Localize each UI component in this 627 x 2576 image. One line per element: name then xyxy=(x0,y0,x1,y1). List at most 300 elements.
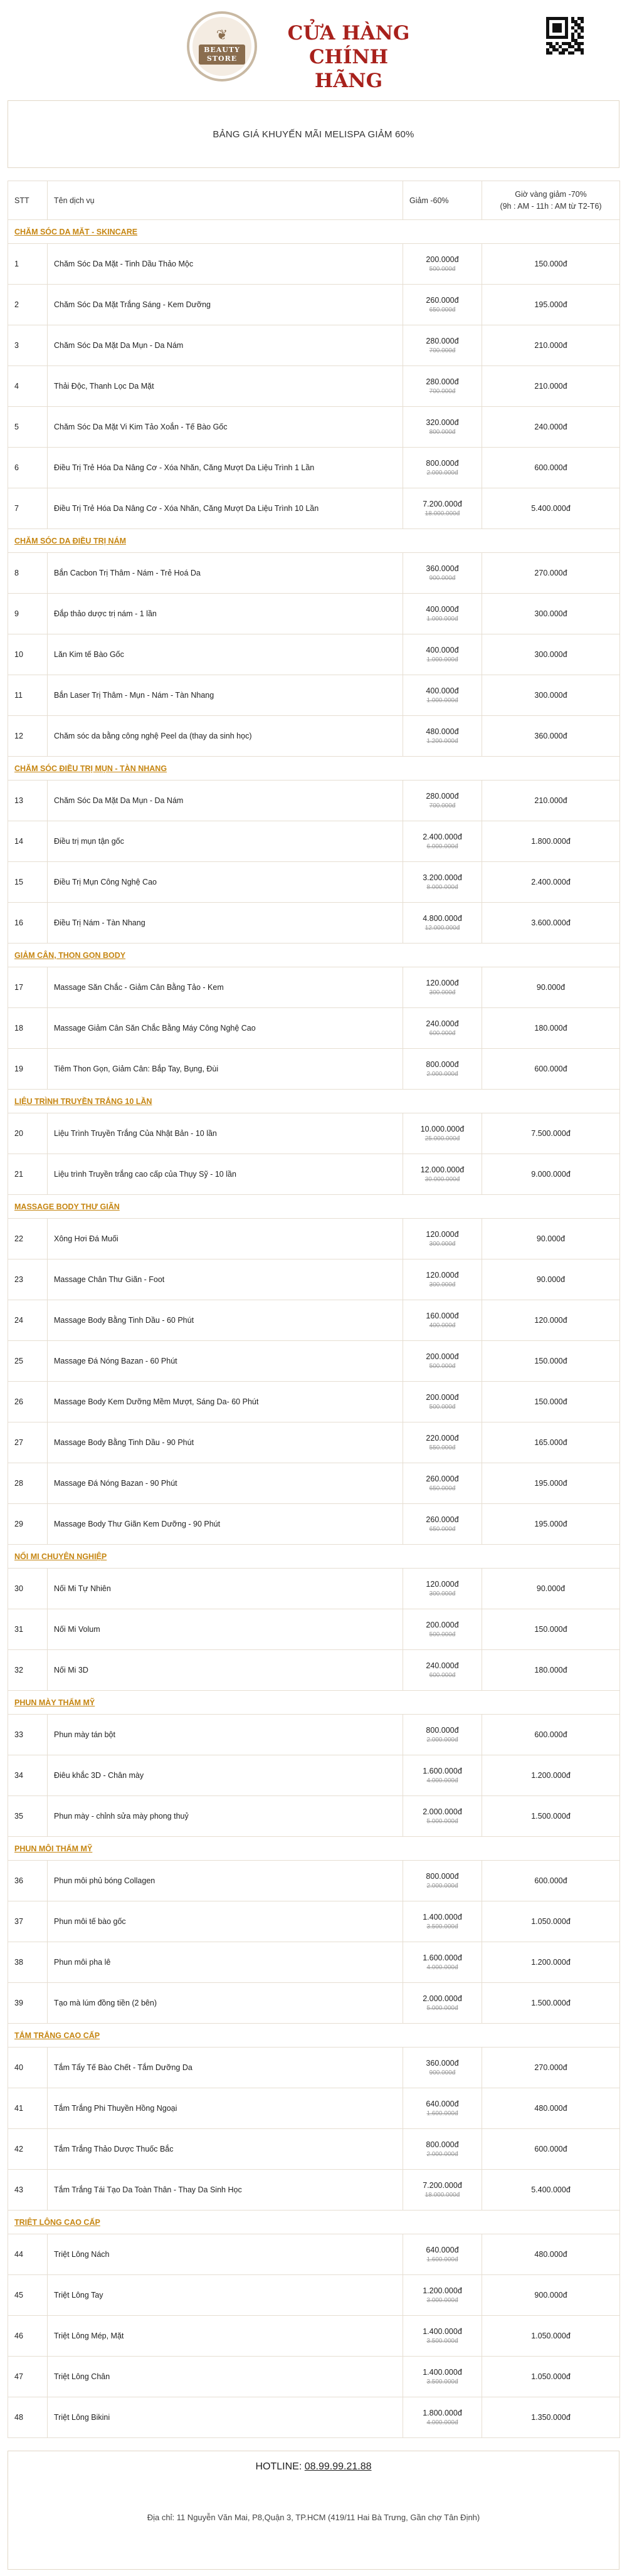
row-discount-price xyxy=(403,1942,482,1983)
category-row xyxy=(8,757,620,781)
row-service-name: Triệt Lông Mép, Mặt xyxy=(48,2316,403,2357)
table-row xyxy=(8,366,620,407)
original-price: 3.500.000đ xyxy=(426,1923,458,1930)
row-golden-hour-price: 1.200.000đ xyxy=(482,1942,620,1983)
row-stt: 16 xyxy=(8,903,48,944)
beauty-store-logo[interactable] xyxy=(189,14,255,79)
table-row xyxy=(8,675,620,716)
original-price: 2.000.000đ xyxy=(426,469,458,476)
row-service-name: Massage Body Kem Dưỡng Mềm Mượt, Sáng Da- 60 Phút xyxy=(48,1382,403,1422)
original-price: 3.500.000đ xyxy=(426,2378,458,2385)
row-stt: 45 xyxy=(8,2275,48,2316)
discount-price: 7.200.000đ xyxy=(423,499,462,508)
row-golden-hour-price: 120.000đ xyxy=(482,1300,620,1341)
table-row xyxy=(8,967,620,1008)
row-service-name: Chăm Sóc Da Mặt - Tinh Dầu Thảo Mộc xyxy=(48,244,403,285)
row-service-name: Điều Trị Trẻ Hóa Da Nâng Cơ - Xóa Nhăn, Căng Mượt Da Liệu Trình 1 Lần xyxy=(48,448,403,488)
discount-price: 120.000đ xyxy=(426,978,459,987)
row-golden-hour-price: 240.000đ xyxy=(482,407,620,448)
category-row xyxy=(8,2211,620,2234)
row-service-name: Triệt Lông Chân xyxy=(48,2357,403,2397)
row-discount-price xyxy=(403,821,482,862)
row-stt: 6 xyxy=(8,448,48,488)
row-service-name: Phun mày tán bột xyxy=(48,1715,403,1755)
row-golden-hour-price: 300.000đ xyxy=(482,634,620,675)
original-price: 900.000đ xyxy=(429,2069,456,2076)
row-discount-price xyxy=(403,1569,482,1609)
discount-price: 200.000đ xyxy=(426,1392,459,1402)
row-stt: 20 xyxy=(8,1113,48,1154)
original-price: 5.000.000đ xyxy=(426,2004,458,2012)
original-price: 1.600.000đ xyxy=(426,2110,458,2117)
row-discount-price xyxy=(403,1341,482,1382)
row-golden-hour-price: 165.000đ xyxy=(482,1422,620,1463)
price-table xyxy=(8,181,620,2438)
row-service-name: Tắm Trắng Phi Thuyền Hồng Ngoại xyxy=(48,2088,403,2129)
row-discount-price xyxy=(403,716,482,757)
row-service-name: Nối Mi Volum xyxy=(48,1609,403,1650)
table-row xyxy=(8,1755,620,1796)
table-row xyxy=(8,1569,620,1609)
row-stt: 4 xyxy=(8,366,48,407)
row-service-name: Chăm Sóc Da Mặt Trắng Sáng - Kem Dưỡng xyxy=(48,285,403,325)
original-price: 2.000.000đ xyxy=(426,1070,458,1078)
row-discount-price xyxy=(403,1796,482,1837)
discount-price: 260.000đ xyxy=(426,1515,459,1524)
original-price: 300.000đ xyxy=(429,989,456,996)
row-golden-hour-price: 9.000.000đ xyxy=(482,1154,620,1195)
row-service-name: Massage Body Bằng Tinh Dầu - 60 Phút xyxy=(48,1300,403,1341)
discount-price: 3.200.000đ xyxy=(423,873,462,882)
discount-price: 640.000đ xyxy=(426,2245,459,2254)
row-golden-hour-price: 195.000đ xyxy=(482,1504,620,1545)
original-price: 300.000đ xyxy=(429,1240,456,1248)
row-service-name: Liệu Trình Truyền Trắng Của Nhật Bản - 10 lần xyxy=(48,1113,403,1154)
table-row xyxy=(8,1901,620,1942)
discount-price: 400.000đ xyxy=(426,645,459,655)
original-price: 18.000.000đ xyxy=(424,510,460,517)
discount-price: 1.400.000đ xyxy=(423,2367,462,2377)
row-golden-hour-price: 1.800.000đ xyxy=(482,821,620,862)
row-stt: 43 xyxy=(8,2170,48,2211)
row-discount-price xyxy=(403,1901,482,1942)
row-service-name: Massage Chân Thư Giãn - Foot xyxy=(48,1259,403,1300)
row-golden-hour-price: 270.000đ xyxy=(482,2048,620,2088)
row-golden-hour-price: 480.000đ xyxy=(482,2234,620,2275)
row-golden-hour-price: 195.000đ xyxy=(482,285,620,325)
row-stt: 25 xyxy=(8,1341,48,1382)
row-golden-hour-price: 1.500.000đ xyxy=(482,1796,620,1837)
category-title: GIẢM CÂN, THON GỌN BODY xyxy=(8,944,620,967)
original-price: 1.000.000đ xyxy=(426,656,458,663)
row-discount-price xyxy=(403,1219,482,1259)
row-golden-hour-price: 210.000đ xyxy=(482,325,620,366)
original-price: 600.000đ xyxy=(429,1029,456,1037)
row-golden-hour-price: 150.000đ xyxy=(482,244,620,285)
row-stt: 28 xyxy=(8,1463,48,1504)
category-row xyxy=(8,2024,620,2048)
row-service-name: Massage Body Bằng Tinh Dầu - 90 Phút xyxy=(48,1422,403,1463)
row-golden-hour-price: 1.350.000đ xyxy=(482,2397,620,2438)
original-price: 4.000.000đ xyxy=(426,2419,458,2426)
discount-price: 120.000đ xyxy=(426,1579,459,1589)
row-discount-price xyxy=(403,407,482,448)
table-row xyxy=(8,1650,620,1691)
discount-price: 260.000đ xyxy=(426,1474,459,1483)
row-service-name: Phun môi tế bào gốc xyxy=(48,1901,403,1942)
original-price: 300.000đ xyxy=(429,1281,456,1288)
row-golden-hour-price: 5.400.000đ xyxy=(482,488,620,529)
row-service-name: Tắm Tẩy Tế Bào Chết - Tắm Dưỡng Da xyxy=(48,2048,403,2088)
category-row xyxy=(8,529,620,553)
table-row xyxy=(8,594,620,634)
row-service-name: Nối Mi Tự Nhiên xyxy=(48,1569,403,1609)
row-golden-hour-price: 600.000đ xyxy=(482,1049,620,1090)
discount-price: 240.000đ xyxy=(426,1661,459,1670)
row-service-name: Tiêm Thon Gọn, Giảm Cân: Bắp Tay, Bụng, Đùi xyxy=(48,1049,403,1090)
row-stt: 44 xyxy=(8,2234,48,2275)
row-stt: 21 xyxy=(8,1154,48,1195)
original-price: 18.000.000đ xyxy=(424,2191,460,2199)
row-golden-hour-price: 1.050.000đ xyxy=(482,2357,620,2397)
discount-price: 260.000đ xyxy=(426,295,459,305)
table-row xyxy=(8,2234,620,2275)
category-title: TRIỆT LÔNG CAO CẤP xyxy=(8,2211,620,2234)
table-row xyxy=(8,2088,620,2129)
table-row xyxy=(8,2316,620,2357)
row-service-name: Chăm Sóc Da Mặt Vi Kim Tảo Xoắn - Tế Bào Gốc xyxy=(48,407,403,448)
row-stt: 41 xyxy=(8,2088,48,2129)
discount-price: 360.000đ xyxy=(426,2058,459,2068)
row-service-name: Điều Trị Nám - Tàn Nhang xyxy=(48,903,403,944)
row-golden-hour-price: 1.050.000đ xyxy=(482,1901,620,1942)
row-stt: 22 xyxy=(8,1219,48,1259)
discount-price: 280.000đ xyxy=(426,791,459,801)
row-discount-price xyxy=(403,1609,482,1650)
table-row xyxy=(8,407,620,448)
table-row xyxy=(8,2048,620,2088)
discount-price: 800.000đ xyxy=(426,1871,459,1881)
category-title: CHĂM SÓC ĐIỀU TRỊ MỤN - TÀN NHANG xyxy=(8,757,620,781)
crown-icon: ❦ xyxy=(216,27,228,43)
discount-price: 120.000đ xyxy=(426,1270,459,1280)
row-golden-hour-price: 150.000đ xyxy=(482,1382,620,1422)
row-service-name: Thải Độc, Thanh Lọc Da Mặt xyxy=(48,366,403,407)
original-price: 500.000đ xyxy=(429,1403,456,1411)
row-service-name: Tắm Trắng Tái Tạo Da Toàn Thân - Thay Da Sinh Học xyxy=(48,2170,403,2211)
row-discount-price xyxy=(403,2316,482,2357)
header xyxy=(0,0,627,100)
discount-price: 120.000đ xyxy=(426,1229,459,1239)
table-row xyxy=(8,1715,620,1755)
original-price: 8.000.000đ xyxy=(426,883,458,891)
row-stt: 19 xyxy=(8,1049,48,1090)
table-row xyxy=(8,1983,620,2024)
row-golden-hour-price: 1.500.000đ xyxy=(482,1983,620,2024)
row-service-name: Triệt Lông Bikini xyxy=(48,2397,403,2438)
row-golden-hour-price: 300.000đ xyxy=(482,675,620,716)
row-discount-price xyxy=(403,1983,482,2024)
discount-price: 2.000.000đ xyxy=(423,1807,462,1816)
row-stt: 14 xyxy=(8,821,48,862)
original-price: 4.000.000đ xyxy=(426,1964,458,1971)
row-discount-price xyxy=(403,2088,482,2129)
row-service-name: Bắn Laser Trị Thâm - Mụn - Nám - Tàn Nhang xyxy=(48,675,403,716)
row-golden-hour-price: 600.000đ xyxy=(482,2129,620,2170)
category-title: TẮM TRẮNG CAO CẤP xyxy=(8,2024,620,2048)
row-stt: 5 xyxy=(8,407,48,448)
row-stt: 10 xyxy=(8,634,48,675)
row-stt: 29 xyxy=(8,1504,48,1545)
row-discount-price xyxy=(403,1049,482,1090)
table-row xyxy=(8,2170,620,2211)
col-stt: STT xyxy=(8,181,48,220)
discount-price: 220.000đ xyxy=(426,1433,459,1443)
row-service-name: Bắn Cacbon Trị Thâm - Nám - Trẻ Hoá Da xyxy=(48,553,403,594)
row-stt: 11 xyxy=(8,675,48,716)
row-stt: 18 xyxy=(8,1008,48,1049)
discount-price: 1.400.000đ xyxy=(423,1912,462,1921)
table-row xyxy=(8,1259,620,1300)
row-service-name: Điều Trị Mụn Công Nghệ Cao xyxy=(48,862,403,903)
row-service-name: Xông Hơi Đá Muối xyxy=(48,1219,403,1259)
discount-price: 800.000đ xyxy=(426,458,459,468)
table-row xyxy=(8,2129,620,2170)
discount-price: 1.400.000đ xyxy=(423,2326,462,2336)
discount-price: 200.000đ xyxy=(426,255,459,264)
original-price: 500.000đ xyxy=(429,1362,456,1370)
table-row xyxy=(8,1422,620,1463)
row-service-name: Phun môi phủ bóng Collagen xyxy=(48,1861,403,1901)
original-price: 700.000đ xyxy=(429,347,456,354)
discount-price: 1.600.000đ xyxy=(423,1766,462,1775)
row-golden-hour-price: 150.000đ xyxy=(482,1341,620,1382)
original-price: 500.000đ xyxy=(429,1631,456,1638)
original-price: 600.000đ xyxy=(429,1671,456,1679)
discount-price: 800.000đ xyxy=(426,2140,459,2149)
row-golden-hour-price: 90.000đ xyxy=(482,967,620,1008)
table-row xyxy=(8,1796,620,1837)
original-price: 2.000.000đ xyxy=(426,1736,458,1743)
row-discount-price xyxy=(403,1463,482,1504)
discount-price: 280.000đ xyxy=(426,377,459,386)
table-row xyxy=(8,903,620,944)
original-price: 900.000đ xyxy=(429,574,456,582)
discount-price: 2.400.000đ xyxy=(423,832,462,841)
table-row xyxy=(8,2397,620,2438)
original-price: 650.000đ xyxy=(429,306,456,313)
original-price: 5.000.000đ xyxy=(426,1817,458,1825)
row-stt: 24 xyxy=(8,1300,48,1341)
original-price: 1.000.000đ xyxy=(426,697,458,704)
row-discount-price xyxy=(403,244,482,285)
table-row xyxy=(8,325,620,366)
table-header-row xyxy=(8,181,620,220)
discount-price: 160.000đ xyxy=(426,1311,459,1320)
row-stt: 46 xyxy=(8,2316,48,2357)
row-stt: 47 xyxy=(8,2357,48,2397)
discount-price: 2.000.000đ xyxy=(423,1994,462,2003)
col-golden-hour: Giờ vàng giảm -70% (9h : AM - 11h : AM từ T2-T6) xyxy=(482,181,620,220)
row-golden-hour-price: 5.400.000đ xyxy=(482,2170,620,2211)
hotline-number[interactable]: 08.99.99.21.88 xyxy=(304,2461,372,2472)
row-service-name: Tạo mà lúm đồng tiền (2 bên) xyxy=(48,1983,403,2024)
original-price: 2.000.000đ xyxy=(426,2150,458,2158)
row-stt: 39 xyxy=(8,1983,48,2024)
table-row xyxy=(8,1113,620,1154)
row-service-name: Nối Mi 3D xyxy=(48,1650,403,1691)
table-row xyxy=(8,716,620,757)
original-price: 1.600.000đ xyxy=(426,2256,458,2263)
discount-price: 240.000đ xyxy=(426,1019,459,1028)
table-row xyxy=(8,448,620,488)
store-title-line1: CỬA HÀNG xyxy=(287,22,410,45)
category-title: MASSAGE BODY THƯ GIÃN xyxy=(8,1195,620,1219)
original-price: 3.500.000đ xyxy=(426,2337,458,2345)
category-row xyxy=(8,1545,620,1569)
discount-price: 4.800.000đ xyxy=(423,913,462,923)
table-row xyxy=(8,1341,620,1382)
row-discount-price xyxy=(403,1422,482,1463)
row-discount-price xyxy=(403,1650,482,1691)
discount-price: 1.200.000đ xyxy=(423,2286,462,2295)
row-stt: 36 xyxy=(8,1861,48,1901)
row-golden-hour-price: 600.000đ xyxy=(482,1861,620,1901)
hotline xyxy=(8,2451,619,2473)
category-title: NỐI MI CHUYÊN NGHIỆP xyxy=(8,1545,620,1569)
table-row xyxy=(8,285,620,325)
hotline-label: HOTLINE: xyxy=(255,2461,302,2472)
row-service-name: Massage Giảm Cân Săn Chắc Bằng Máy Công Nghệ Cao xyxy=(48,1008,403,1049)
row-discount-price xyxy=(403,1504,482,1545)
table-row xyxy=(8,244,620,285)
logo-text: BEAUTY STORE xyxy=(199,45,245,65)
category-title: CHĂM SÓC DA ĐIỀU TRỊ NÁM xyxy=(8,529,620,553)
original-price: 4.000.000đ xyxy=(426,1777,458,1784)
row-service-name: Chăm Sóc Da Mặt Da Mụn - Da Nám xyxy=(48,781,403,821)
row-service-name: Massage Body Thư Giãn Kem Dưỡng - 90 Phút xyxy=(48,1504,403,1545)
row-stt: 23 xyxy=(8,1259,48,1300)
row-golden-hour-price: 90.000đ xyxy=(482,1219,620,1259)
row-stt: 1 xyxy=(8,244,48,285)
original-price: 3.000.000đ xyxy=(426,2296,458,2304)
row-stt: 13 xyxy=(8,781,48,821)
table-row xyxy=(8,1300,620,1341)
row-golden-hour-price: 195.000đ xyxy=(482,1463,620,1504)
discount-price: 480.000đ xyxy=(426,727,459,736)
discount-price: 400.000đ xyxy=(426,604,459,614)
row-service-name: Tắm Trắng Thảo Dược Thuốc Bắc xyxy=(48,2129,403,2170)
table-row xyxy=(8,553,620,594)
table-row xyxy=(8,1382,620,1422)
row-service-name: Điêu khắc 3D - Chân mày xyxy=(48,1755,403,1796)
row-golden-hour-price: 3.600.000đ xyxy=(482,903,620,944)
table-row xyxy=(8,1504,620,1545)
table-row xyxy=(8,1861,620,1901)
discount-price: 12.000.000đ xyxy=(420,1165,465,1174)
row-stt: 48 xyxy=(8,2397,48,2438)
original-price: 2.000.000đ xyxy=(426,1882,458,1890)
row-stt: 32 xyxy=(8,1650,48,1691)
category-row xyxy=(8,944,620,967)
table-row xyxy=(8,862,620,903)
discount-price: 360.000đ xyxy=(426,564,459,573)
row-discount-price xyxy=(403,634,482,675)
row-discount-price xyxy=(403,366,482,407)
discount-price: 1.800.000đ xyxy=(423,2408,462,2417)
row-discount-price xyxy=(403,1259,482,1300)
row-stt: 2 xyxy=(8,285,48,325)
row-discount-price xyxy=(403,862,482,903)
category-row xyxy=(8,1837,620,1861)
row-discount-price xyxy=(403,448,482,488)
address: Địa chỉ: 11 Nguyễn Văn Mai, P8,Quận 3, TP.HCM (419/11 Hai Bà Trưng, Gần chợ Tân Định) xyxy=(147,2513,480,2522)
row-stt: 33 xyxy=(8,1715,48,1755)
row-stt: 7 xyxy=(8,488,48,529)
category-title: PHUN MÀY THẨM MỸ xyxy=(8,1691,620,1715)
row-discount-price xyxy=(403,1113,482,1154)
row-service-name: Massage Đá Nóng Bazan - 90 Phút xyxy=(48,1463,403,1504)
row-discount-price xyxy=(403,594,482,634)
row-discount-price xyxy=(403,2357,482,2397)
category-title: LIỆU TRÌNH TRUYỀN TRẮNG 10 LẦN xyxy=(8,1090,620,1113)
category-row xyxy=(8,1195,620,1219)
row-golden-hour-price: 1.200.000đ xyxy=(482,1755,620,1796)
category-row xyxy=(8,220,620,244)
category-row xyxy=(8,1090,620,1113)
discount-price: 280.000đ xyxy=(426,336,459,345)
col-discount: Giảm -60% xyxy=(403,181,482,220)
row-discount-price xyxy=(403,903,482,944)
row-service-name: Lăn Kim tế Bào Gốc xyxy=(48,634,403,675)
row-service-name: Điều Trị Trẻ Hóa Da Nâng Cơ - Xóa Nhăn, Căng Mượt Da Liệu Trình 10 Lần xyxy=(48,488,403,529)
original-price: 800.000đ xyxy=(429,428,456,436)
row-discount-price xyxy=(403,2170,482,2211)
row-stt: 27 xyxy=(8,1422,48,1463)
row-stt: 15 xyxy=(8,862,48,903)
row-stt: 35 xyxy=(8,1796,48,1837)
row-discount-price xyxy=(403,488,482,529)
original-price: 30.000.000đ xyxy=(424,1175,460,1183)
row-golden-hour-price: 270.000đ xyxy=(482,553,620,594)
row-discount-price xyxy=(403,2275,482,2316)
row-stt: 37 xyxy=(8,1901,48,1942)
row-stt: 38 xyxy=(8,1942,48,1983)
row-golden-hour-price: 480.000đ xyxy=(482,2088,620,2129)
row-discount-price xyxy=(403,2129,482,2170)
row-discount-price xyxy=(403,2048,482,2088)
table-row xyxy=(8,1609,620,1650)
table-row xyxy=(8,488,620,529)
original-price: 300.000đ xyxy=(429,1590,456,1597)
row-service-name: Massage Săn Chắc - Giảm Cân Bằng Tảo - Kem xyxy=(48,967,403,1008)
original-price: 500.000đ xyxy=(429,265,456,273)
row-discount-price xyxy=(403,553,482,594)
store-title-line2: CHÍNH HÃNG xyxy=(308,46,389,92)
row-golden-hour-price: 1.050.000đ xyxy=(482,2316,620,2357)
row-discount-price xyxy=(403,1755,482,1796)
row-service-name: Massage Đá Nóng Bazan - 60 Phút xyxy=(48,1341,403,1382)
category-title: CHĂM SÓC DA MẶT - SKINCARE xyxy=(8,220,620,244)
row-discount-price xyxy=(403,2397,482,2438)
row-discount-price xyxy=(403,967,482,1008)
row-golden-hour-price: 7.500.000đ xyxy=(482,1113,620,1154)
row-service-name: Chăm Sóc Da Mặt Da Mụn - Da Nám xyxy=(48,325,403,366)
qr-code-icon[interactable] xyxy=(546,17,584,55)
table-row xyxy=(8,634,620,675)
row-golden-hour-price: 600.000đ xyxy=(482,1715,620,1755)
discount-price: 200.000đ xyxy=(426,1620,459,1629)
